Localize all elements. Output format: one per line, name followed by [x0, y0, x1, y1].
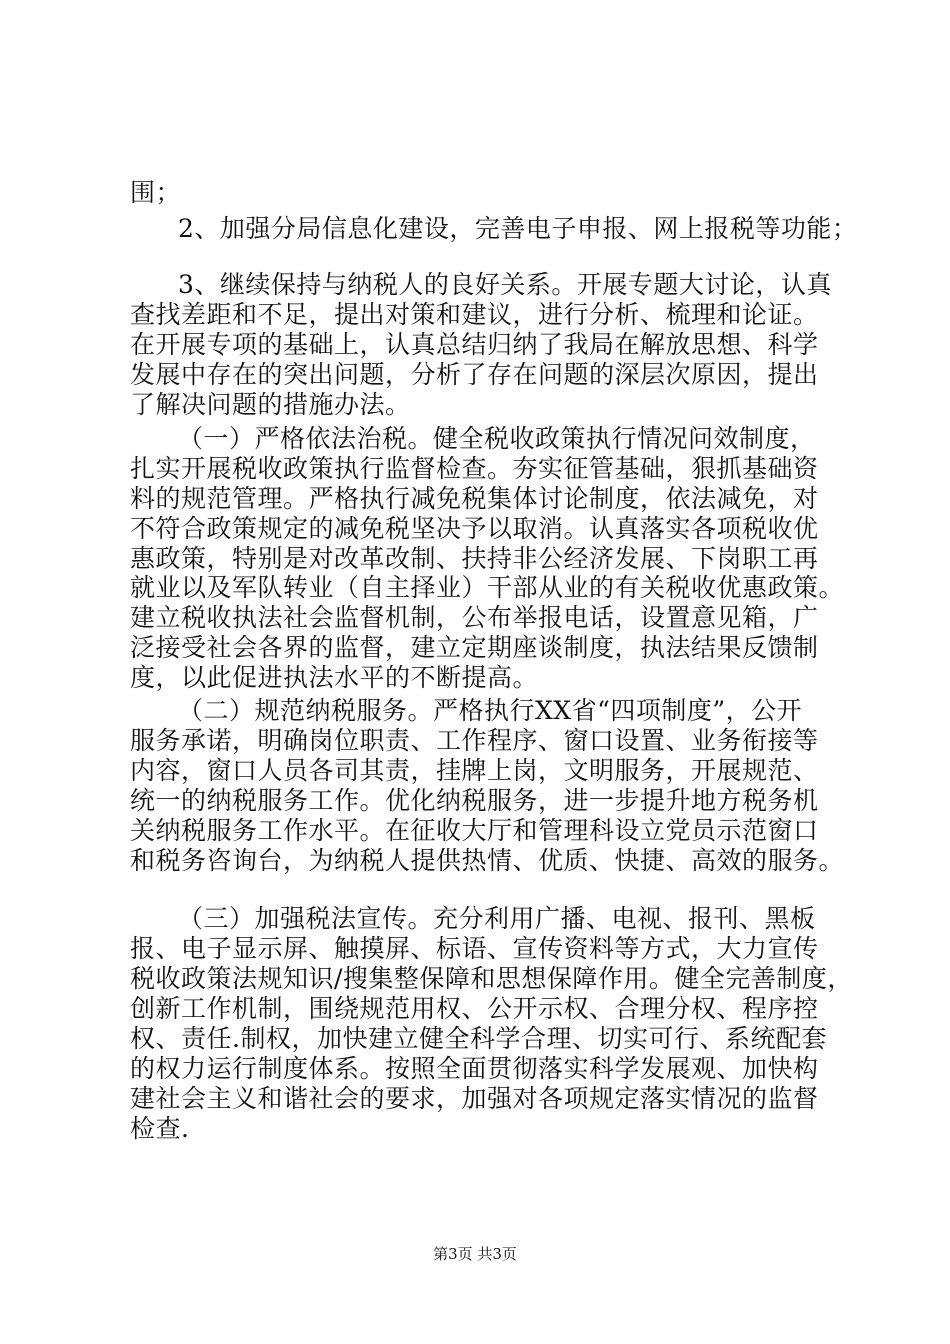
text-line: 服务承诺，明确岗位职责、工作程序、窗口设置、业务衔接等 [130, 726, 819, 755]
text-line: 发展中存在的突出问题，分析了存在问题的深层次原因，提出 [130, 360, 819, 389]
text-line: （一）严格依法治税。健全税收政策执行情况问效制度， [178, 424, 816, 453]
text-line: （二）规范纳税服务。严格执行XX省“四项制度”，公开 [178, 696, 803, 725]
text-line: 和税务咨询台，为纳税人提供热情、优质、快捷、高效的服务。 [130, 846, 845, 875]
text-line: 创新工作机制，围绕规范用权、公开示权、合理分权、程序控 [130, 994, 819, 1023]
text-line: 检查. [130, 1114, 190, 1143]
text-line: 不符合政策规定的减免税坚决予以取消。认真落实各项税收优 [130, 514, 819, 543]
text-line: 料的规范管理。严格执行减免税集体讨论制度，依法减免，对 [130, 484, 819, 513]
text-line: 3、继续保持与纳税人的良好关系。开展专题大讨论，认真 [178, 270, 832, 299]
text-line: 泛接受社会各界的监督，建立定期座谈制度，执法结果反馈制 [130, 633, 819, 662]
text-line: 统一的纳税服务工作。优化纳税服务，进一步提升地方税务机 [130, 786, 819, 815]
text-line: 关纳税服务工作水平。在征收大厅和管理科设立党员示范窗口 [130, 816, 819, 845]
text-line: 内容，窗口人员各司其责，挂牌上岗，文明服务，开展规范、 [130, 756, 819, 785]
text-line: 的权力运行制度体系。按照全面贯彻落实科学发展观、加快构 [130, 1054, 819, 1083]
text-line: 围； [130, 178, 182, 207]
text-line: 就业以及军队转业（自主择业）干部从业的有关税收优惠政策。 [130, 573, 845, 602]
text-line: 扎实开展税收政策执行监督检查。夯实征管基础，狠抓基础资 [130, 454, 819, 483]
text-line: 建社会主义和谐社会的要求，加强对各项规定落实情况的监督 [130, 1084, 819, 1113]
text-line: 建立税收执法社会监督机制，公布举报电话，设置意见箱，广 [130, 603, 819, 632]
text-line: 查找差距和不足，提出对策和建议，进行分析、梳理和论证。 [130, 300, 819, 329]
text-line: 2、加强分局信息化建设，完善电子申报、网上报税等功能； [178, 214, 858, 243]
text-line: 税收政策法规知识/搜集整保障和思想保障作用。健全完善制度， [130, 964, 853, 993]
text-line: （三）加强税法宣传。充分利用广播、电视、报刊、黑板 [178, 904, 816, 933]
text-line: 了解决问题的措施办法。 [130, 390, 411, 419]
text-line: 度，以此促进执法水平的不断提高。 [130, 663, 539, 692]
text-line: 权、责任.制权，加快建立健全科学合理、切实可行、系统配套 [130, 1024, 827, 1053]
text-line: 惠政策，特别是对改革改制、扶持非公经济发展、下岗职工再 [130, 544, 819, 573]
text-line: 报、电子显示屏、触摸屏、标语、宣传资料等方式，大力宣传 [130, 934, 819, 963]
page-footer: 第3页 共3页 [433, 1245, 517, 1263]
text-line: 在开展专项的基础上，认真总结归纳了我局在解放思想、科学 [130, 330, 819, 359]
